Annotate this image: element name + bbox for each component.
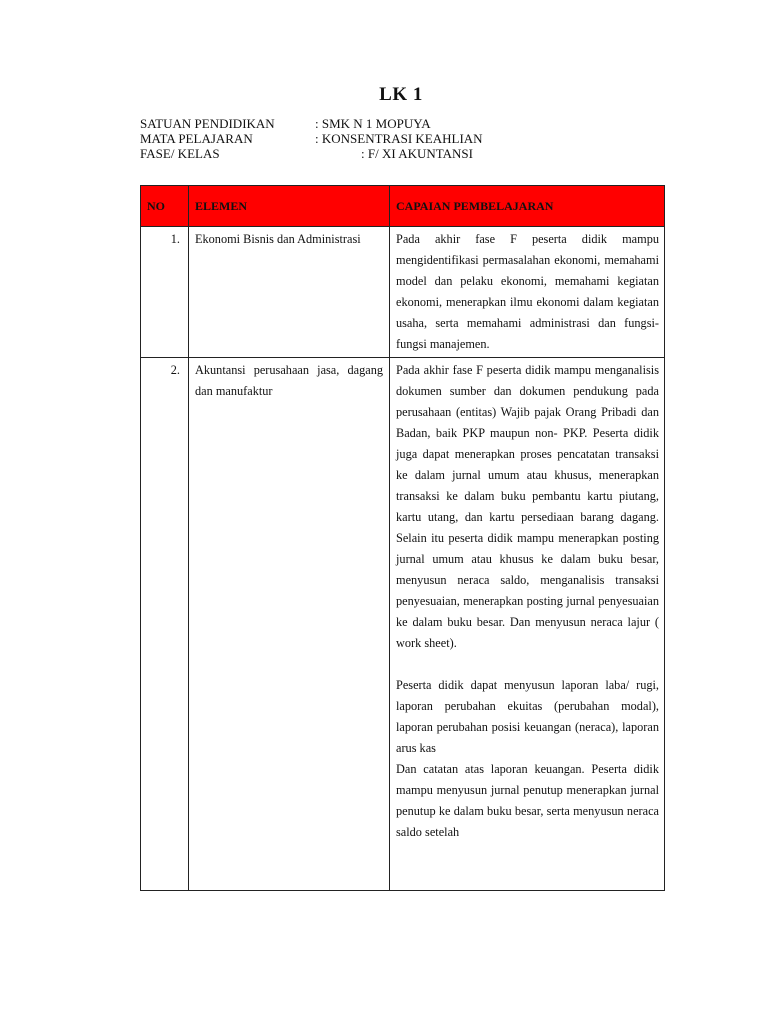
capaian-paragraph: Dan catatan atas laporan keuangan. Peserta didik mampu menyusun jurnal penutup menerapkan jurnal penutup ke dalam buku besar, serta menyusun neraca saldo setelah [396, 762, 659, 839]
paragraph-spacer [396, 654, 659, 675]
table-row [141, 227, 665, 358]
capaian-paragraph: Peserta didik dapat menyusun laporan laba/ rugi, laporan perubahan ekuitas (perubahan modal), laporan perubahan posisi keuangan (neraca), laporan arus kas [396, 678, 659, 755]
meta-key: FASE/ KELAS [140, 146, 220, 161]
row-capaian [390, 358, 665, 891]
meta-value: : F/ XI AKUNTANSI [361, 146, 473, 161]
meta-key: SATUAN PENDIDIKAN [140, 116, 275, 131]
header-no: NO [141, 186, 189, 227]
row-elemen: Akuntansi perusahaan jasa, dagang dan manufaktur [189, 358, 390, 891]
meta-key: MATA PELAJARAN [140, 131, 253, 146]
capaian-paragraph: Pada akhir fase F peserta didik mampu menganalisis dokumen sumber dan dokumen pendukung pada perusahaan (entitas) Wajib pajak Orang Pribadi dan Badan, baik PKP maupun non- PKP. Peserta didik juga dapat menerapkan proses pencatatan transaksi ke dalam jurnal umum atau khusus, menerapkan transaksi ke dalam buku pembantu kartu piutang, kartu utang, dan kartu persediaan barang dagang. Selain itu peserta didik mampu menerapkan posting jurnal umum atau khusus ke dalam buku besar, menyusun neraca saldo, menganalisis transaksi penyesuaian, menerapkan posting jurnal penyesuaian ke dalam buku besar. Dan menyusun neraca lajur ( work sheet). [396, 363, 659, 650]
header-capaian: CAPAIAN PEMBELAJARAN [390, 186, 665, 227]
row-number: 2. [141, 358, 189, 891]
meta-value: : KONSENTRASI KEAHLIAN [315, 131, 483, 146]
row-elemen: Ekonomi Bisnis dan Administrasi [189, 227, 390, 358]
row-number: 1. [141, 227, 189, 358]
table-header-row [141, 186, 665, 227]
document-title: LK 1 [379, 84, 423, 105]
capaian-paragraph: Pada akhir fase F peserta didik mampu mengidentifikasi permasalahan ekonomi, memahami model dan pelaku ekonomi, memahami kegiatan ekonomi, menerapkan ilmu ekonomi dalam kegiatan usaha, serta memahami administrasi dan fungsi- fungsi manajemen. [396, 232, 659, 351]
table-row [141, 358, 665, 891]
learning-outcomes-table [140, 185, 665, 891]
header-elemen: ELEMEN [189, 186, 390, 227]
row-capaian [390, 227, 665, 358]
meta-value: : SMK N 1 MOPUYA [315, 116, 431, 131]
